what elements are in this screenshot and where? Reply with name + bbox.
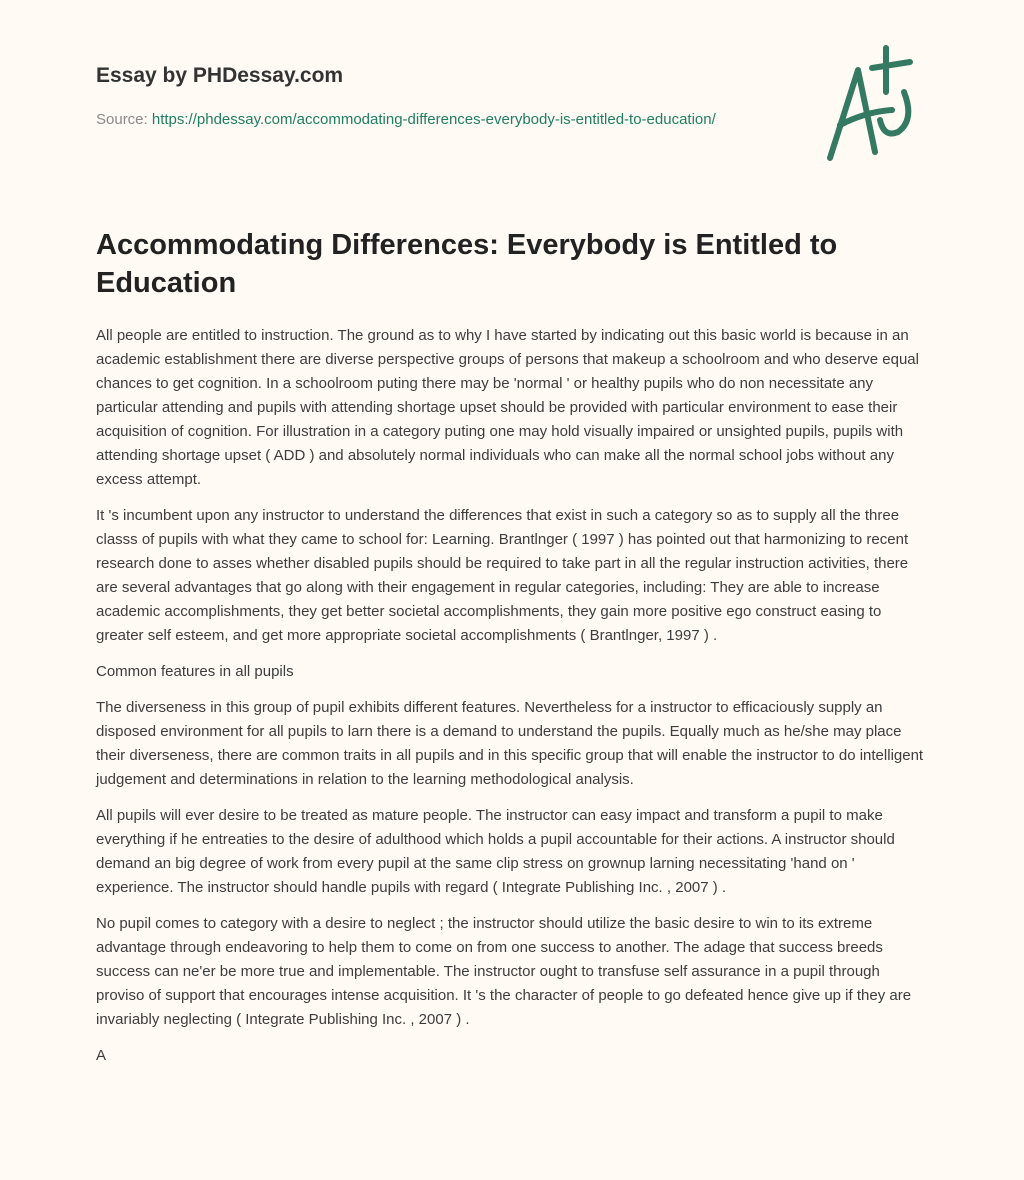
- source-label: Source:: [96, 111, 148, 128]
- section-heading: Common features in all pupils: [96, 663, 294, 680]
- paragraph: A: [96, 1047, 107, 1064]
- a-plus-logo-icon: [820, 40, 930, 165]
- source-link[interactable]: https://phdessay.com/accommodating-differences-everybody-is-entitled-to-education/: [151, 111, 716, 128]
- paragraph: It 's incumbent upon any instructor to understand the differences that exist in such a category so as to supply all the three classs of pupils with what they came to school for: Learning. Brantlnger ( 1997 ) has pointed out that harmonizing to recent research done to asses whether disabled pupils should be required to take part in all the regular instruction activities, there are several advantages that go along with their engagement in regular categories, including: They are able to increase academic accomplishments, they get better societal accomplishments, they gain more positive ego construct easing to greater self esteem, and get more appropriate societal accomplishments ( Brantlnger, 1997 ) .: [96, 507, 909, 644]
- article-title: Accommodating Differences: Everybody is Entitled to Education: [96, 229, 838, 299]
- article: [96, 226, 930, 1080]
- brand-title: Essay by PHDessay.com: [96, 64, 344, 87]
- paragraph: The diverseness in this group of pupil exhibits different features. Nevertheless for a instructor to efficaciously supply an disposed environment for all pupils to larn there is a demand to understand the pupils. Equally much as he/she may place their diverseness, there are common traits in all pupils and in this specific group that will enable the instructor to do intelligent judgement and determinations in relation to the learning methodological analysis.: [96, 699, 924, 788]
- paragraph: All pupils will ever desire to be treated as mature people. The instructor can easy impact and transform a pupil to make everything if he entreaties to the desire of adulthood which holds a pupil accountable for their actions. A instructor should demand an big degree of work from every pupil at the same clip stress on grownup larning necessitating 'hand on ' experience. The instructor should handle pupils with regard ( Integrate Publishing Inc. , 2007 ) .: [96, 807, 895, 896]
- header: [96, 64, 736, 132]
- paragraph: No pupil comes to category with a desire to neglect ; the instructor should utilize the basic desire to win to its extreme advantage through endeavoring to help them to come on from one success to another. The adage that success breeds success can ne'er be more true and implementable. The instructor ought to transfuse self assurance in a pupil through proviso of support that encourages intense acquisition. It 's the character of people to go defeated hence give up if they are invariably neglecting ( Integrate Publishing Inc. , 2007 ) .: [96, 915, 912, 1028]
- paragraph: All people are entitled to instruction. The ground as to why I have started by indicating out this basic world is because in an academic establishment there are diverse perspective groups of persons that makeup a schoolroom and who deserve equal chances to get cognition. In a schoolroom puting there may be 'normal ' or healthy pupils who do non necessitate any particular attending and pupils with attending shortage upset should be provided with particular environment to ease their acquisition of cognition. For illustration in a category puting one may hold visually impaired or unsighted pupils, pupils with attending shortage upset ( ADD ) and absolutely normal individuals who can make all the normal school jobs without any excess attempt.: [96, 327, 919, 488]
- source-line: [96, 108, 736, 132]
